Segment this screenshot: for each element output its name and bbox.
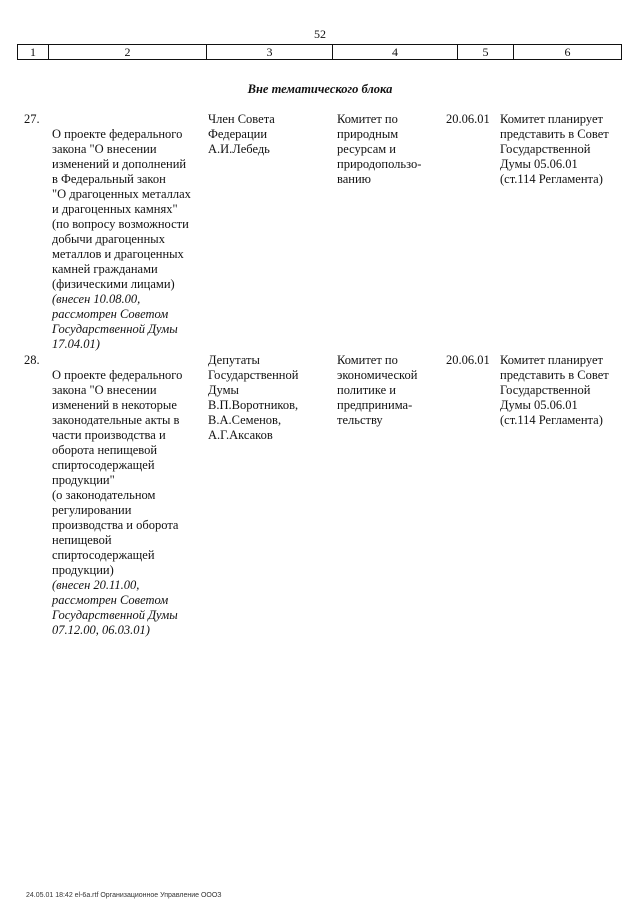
- entry-date: 20.06.01: [446, 353, 490, 367]
- entry-number: 27.: [24, 112, 40, 126]
- section-title: Вне тематического блока: [247, 82, 393, 96]
- entry-plan: Комитет планирует представить в Совет Государственной Думы 05.06.01 (ст.114 Регламента): [500, 112, 609, 186]
- entry-subject-cell: [52, 112, 202, 367]
- column-number-1: 1: [18, 45, 49, 60]
- entry-author: Член Совета Федерации А.И.Лебедь: [208, 112, 275, 156]
- column-number-6: 6: [514, 45, 622, 60]
- entry-subject: О проекте федерального закона "О внесении изменений в некоторые законодательные акты в части производства и оборота непищевой спиртосодержащей продукции" (о законодательном регулировании производства и оборота непищевой спиртосодержащей продукции): [52, 368, 183, 577]
- page-number: 52: [314, 27, 326, 41]
- entry-date: 20.06.01: [446, 112, 490, 126]
- entry-author: Депутаты Государственной Думы В.П.Воротников, В.А.Семенов, А.Г.Аксаков: [208, 353, 299, 442]
- column-number-3: 3: [207, 45, 333, 60]
- footer-print-info: 24.05.01 18:42 el-6a.rtf Организационное Управление ОООЗ: [26, 892, 222, 899]
- column-number-header: [17, 44, 622, 60]
- entry-plan: Комитет планирует представить в Совет Государственной Думы 05.06.01 (ст.114 Регламента): [500, 353, 609, 427]
- column-number-5: 5: [458, 45, 514, 60]
- entry-subject-cell: [52, 353, 202, 653]
- column-number-2: 2: [49, 45, 207, 60]
- entry-subject-note: (внесен 10.08.00, рассмотрен Советом Государственной Думы 17.04.01): [52, 292, 178, 351]
- entry-committee: Комитет по экономической политике и предпринима- тельству: [337, 353, 418, 427]
- column-number-4: 4: [333, 45, 458, 60]
- entry-committee: Комитет по природным ресурсам и природопользо- ванию: [337, 112, 422, 186]
- entry-subject: О проекте федерального закона "О внесении изменений и дополнений в Федеральный закон "О драгоценных металлах и драгоценных камнях" (по вопросу возможности добычи драгоценных металлов и драгоценных камней гражданами (физическими лицами): [52, 127, 191, 291]
- entry-number: 28.: [24, 353, 40, 367]
- entry-subject-note: (внесен 20.11.00, рассмотрен Советом Государственной Думы 07.12.00, 06.03.01): [52, 578, 178, 637]
